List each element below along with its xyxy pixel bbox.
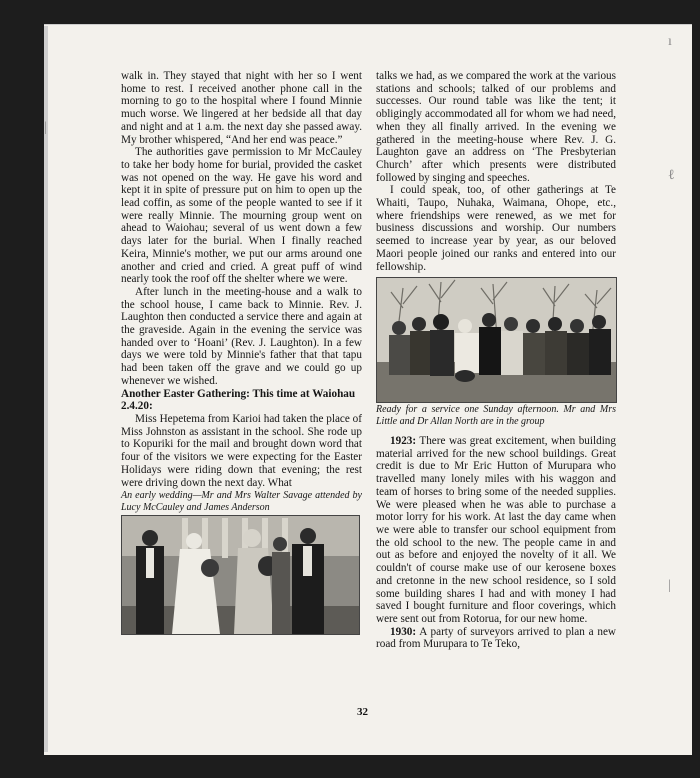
page-number: 32 xyxy=(357,706,368,718)
section-heading: Another Easter Gathering: This time at Waiohau 2.4.20: xyxy=(121,387,356,413)
year-1923: 1923: xyxy=(390,435,417,448)
left-paragraph-2: The authorities gave permission to Mr McCauley to take her body home for burial, provided the casket was not opened on the way. He gave his word and kept it in spite of pressure put on him to open up the lead coffin, as some of the people wanted to see if it were really Minnie. The mourning group went on ahead to Waiohau; several of us went down a few days later for the burial. When I finally reached Keira, Minnie's mother, we put our arms around one another and cried and cried. A great puff of wind nearly took the roof off the shelter where we were. xyxy=(121,146,362,286)
wedding-photo-caption: An early wedding—Mr and Mrs Walter Savage attended by Lucy McCauley and James Anderson xyxy=(121,490,362,513)
text-1930: A party of surveyors arrived to plan a new road from Murupara to Te Teko, xyxy=(376,625,616,651)
paragraph-1930 xyxy=(376,626,616,651)
left-paragraph-1: walk in. They stayed that night with her so I went home to rest. I received another phone call in the morning to go to the hospital where I found Minnie much worse. We lingered at her bedside all that day and night and at 1 a.m. the next day she passed away. My brother whispered, “And her end was peace.” xyxy=(121,70,362,146)
left-column xyxy=(121,70,362,635)
margin-mark-left: | xyxy=(44,120,47,135)
wedding-photo xyxy=(121,515,360,635)
text-1923: There was great excitement, when building material arrived for the new school buildings. Great credit is due to Mr Eric Hutton of Murupara who travelled many lonely miles with his waggon and team of horses to bring some of the needed supplies. We were pleased when he was able to purchase a motor lorry for his work. At last the day came when we were able to transfer our school equipment from the old school to the new. The people came in and out as before and enjoyed the novelty of it all. We couldn't of course make use of our kerosene boxes and cretonne in the new school residence, so I sold some building shares I had and with money I had saved I bought furniture and floor coverings, which were sent out from Rotorua, for our new home. xyxy=(376,435,616,625)
service-photo-image xyxy=(377,278,616,402)
service-photo xyxy=(376,277,617,403)
left-paragraph-3: After lunch in the meeting-house and a walk to the school house, I came back to Minnie. Rev. J. Laughton then conducted a service there and again at the graveside. Again in the evening the service was handed over to ‘Hoani’ (Rev. J. Laughton). In a few days we were told by Minnie's father that that tapu had been taken off the grave and we could go up whenever we wished. xyxy=(121,285,362,387)
right-column xyxy=(376,70,616,651)
right-paragraph-2: I could speak, too, of other gatherings at Te Whaiti, Taupo, Nuhaka, Waimana, Ohope, etc., where friendships were renewed, as we met for business discussions and worship. Our numbers seemed to increase year by year, as our beloved Maori people joined our ranks and entered into our fellowship. xyxy=(376,184,616,273)
left-paragraph-4: Miss Hepetema from Karioi had taken the place of Miss Johnston as assistant in the school. She rode up to Kopuriki for the mail and brought down word that four of the visitors we were expecting for the Easter Holidays were riding down that evening; the rest were driving down the next day. What xyxy=(121,412,362,489)
year-1930: 1930: xyxy=(390,625,417,638)
margin-mark-top-right: ı xyxy=(668,34,672,49)
right-paragraph-1: talks we had, as we compared the work at the various stations and schools; talked of our problems and successes. Our round table was like the tent; it obligingly accommodated all for whom we had need, when they all finally arrived. In the evening we gathered in the meeting-house where Rev. J. G. Laughton gave an address on ‘The Presbyterian Church’ after which presents were distributed followed by singing and speeches. xyxy=(376,70,616,184)
margin-mark-right-2: | xyxy=(668,578,671,593)
margin-mark-right-1: ℓ xyxy=(668,168,675,183)
paragraph-1923 xyxy=(376,435,616,626)
service-photo-caption: Ready for a service one Sunday afternoon. Mr and Mrs Little and Dr Allan North are in the group xyxy=(376,404,616,427)
wedding-photo-image xyxy=(122,516,359,634)
